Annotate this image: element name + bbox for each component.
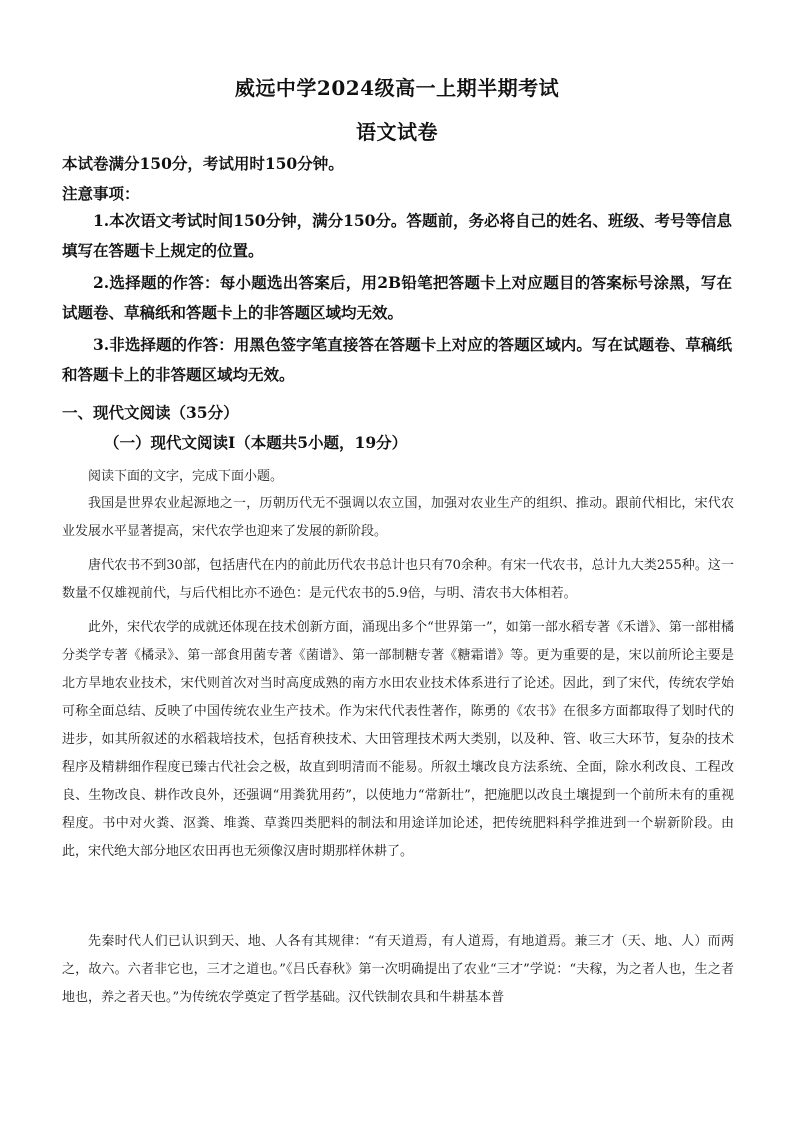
passage-paragraph-1: 我国是世界农业起源地之一，历朝历代无不强调以农立国，加强对农业生产的组织、推动。跟前代相比，宋代农业发展水平显著提高，宋代农学也迎来了发展的新阶段。 (62, 496, 734, 539)
notice-heading: 注意事项： (62, 184, 140, 203)
passage-paragraph-2: 唐代农书不到30部，包括唐代在内的前此历代农书总计也只有70余种。有宋一代农书，总计九大类255种。这一数量不仅雄视前代，与后代相比亦不逊色：是元代农书的5.9倍，与明、清农书大体相若。 (62, 558, 734, 601)
exam-info: 本试卷满分150分，考试用时150分钟。 (62, 154, 344, 173)
reading-instruction: 阅读下面的文字，完成下面小题。 (88, 469, 284, 484)
notice-item-2: 2.选择题的作答：每小题选出答案后，用2B铅笔把答题卡上对应题目的答案标号涂黑，写在试题卷、草稿纸和答题卡上的非答题区域均无效。 (62, 273, 732, 322)
passage-paragraph-4: 先秦时代人们已认识到天、地、人各有其规律：“有天道焉，有人道焉，有地道焉。兼三才（天、地、人）而两之，故六。六者非它也，三才之道也。”《吕氏春秋》第一次明确提出了农业“三才”学说：“夫稼，为之者人也，生之者地也，养之者天也。”为传统农学奠定了哲学基础。汉代铁制农具和牛耕基本普 (62, 934, 734, 1005)
passage-paragraph-3: 此外，宋代农学的成就还体现在技术创新方面，涌现出多个“世界第一”，如第一部水稻专著《禾谱》、第一部柑橘分类学专著《橘录》、第一部食用菌专著《菌谱》、第一部制糖专著《糖霜谱》等。更为重要的是，宋以前所论主要是北方旱地农业技术，宋代则首次对当时高度成熟的南方水田农业技术体系进行了论述。因此，到了宋代，传统农学始可称全面总结、反映了中国传统农业生产技术。作为宋代代表性著作，陈勇的《农书》在很多方面都取得了划时代的进步，如其所叙述的水稻栽培技术，包括育秧技术、大田管理技术两大类别，以及种、管、收三大环节，复杂的技术程序及精耕细作程度已臻古代社会之极，故直到明清而不能易。所叙土壤改良方法系统、全面，除水利改良、工程改良、生物改良、耕作改良外，还强调“用粪犹用药”，以使地力“常新壮”，把施肥以改良土壤提到一个前所未有的重视程度。书中对火粪、沤粪、堆粪、草粪四类肥料的制法和用途详加论述，把传统肥料科学推进到一个崭新阶段。由此，宋代绝大部分地区农田再也无须像汉唐时期那样休耕了。 (62, 620, 734, 859)
section-heading: 一、现代文阅读（35分） (62, 403, 239, 422)
exam-title: 威远中学2024级高一上期半期考试 (234, 76, 560, 100)
notice-item-1: 1.本次语文考试时间150分钟，满分150分。答题前，务必将自己的姓名、班级、考号等信息填写在答题卡上规定的位置。 (62, 211, 732, 260)
notice-item-3: 3.非选择题的作答：用黑色签字笔直接答在答题卡上对应的答题区域内。写在试题卷、草稿纸和答题卡上的非答题区域均无效。 (62, 335, 732, 384)
exam-subtitle: 语文试卷 (356, 120, 438, 144)
section-subheading: （一）现代文阅读Ⅰ（本题共5小题，19分） (104, 433, 408, 452)
